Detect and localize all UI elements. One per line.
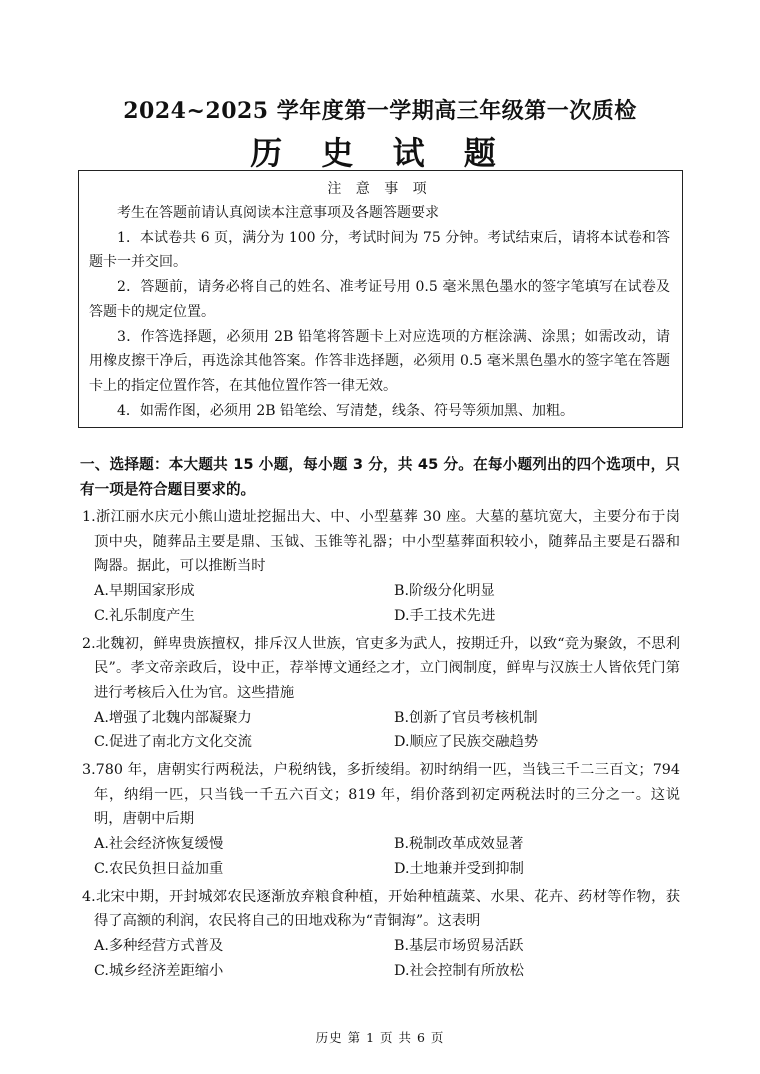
page-footer: 历史 第 1 页 共 6 页 — [315, 1030, 445, 1045]
option-b: B.基层市场贸易活跃 — [394, 937, 524, 954]
option-b: B.阶级分化明显 — [394, 583, 495, 600]
section-heading: 一、选择题：本大题共 15 小题，每小题 3 分，共 45 分。在每小题列出的四个选项中，只有一项是符合题目要求的。 — [80, 456, 680, 498]
option-b: B.创新了官员考核机制 — [394, 709, 538, 726]
subject-title: 历 史 试 题 — [250, 134, 510, 172]
option-b: B.税制改革成效显著 — [394, 836, 524, 853]
notice-line: 考生在答题前请认真阅读本注意事项及各题答题要求 — [117, 205, 439, 221]
option-a: A.社会经济恢复缓慢 — [94, 836, 224, 853]
option-c: C.礼乐制度产生 — [94, 607, 195, 624]
option-d: D.社会控制有所放松 — [394, 962, 524, 979]
option-a: A.多种经营方式普及 — [94, 937, 224, 954]
question-options — [82, 579, 680, 628]
option-a: A.早期国家形成 — [94, 583, 195, 600]
notice-box — [78, 170, 683, 428]
option-d: D.土地兼并受到抑制 — [394, 860, 524, 877]
option-c: C.促进了南北方文化交流 — [94, 734, 252, 751]
question-stem: 4.北宋中期，开封城郊农民逐渐放弃粮食种植，开始种植蔬菜、水果、花卉、药材等作物，获得了高额的利润，农民将自己的田地戏称为“青铜海”。这表明 — [82, 888, 680, 930]
question-options — [82, 832, 680, 881]
option-c: C.农民负担日益加重 — [94, 860, 224, 877]
question-1 — [82, 505, 680, 629]
question-4 — [82, 885, 680, 984]
notice-line: 3．作答选择题，必须用 2B 铅笔将答题卡上对应选项的方框涂满、涂黑；如需改动，请用橡皮擦干净后，再选涂其他答案。作答非选择题，必须用 0.5 毫米黑色墨水的签字笔在答题卡上的指定位置作答，在其他位置作答一律无效。 — [89, 328, 670, 394]
question-stem: 1.浙江丽水庆元小熊山遗址挖掘出大、中、小型墓葬 30 座。大墓的墓坑宽大，主要分布于岗顶中央，随葬品主要是鼎、玉钺、玉锥等礼器；中小型墓葬面积较小，随葬品主要是石器和陶器。据此，可以推断当时 — [82, 509, 680, 575]
option-d: D.手工技术先进 — [394, 607, 496, 624]
question-options — [82, 934, 680, 983]
question-section — [82, 452, 680, 983]
option-c: C.城乡经济差距缩小 — [94, 962, 224, 979]
question-3 — [82, 758, 680, 882]
question-stem: 2.北魏初，鲜卑贵族擅权，排斥汉人世族，官吏多为武人，按期迁升，以致“竞为聚敛，不思利民”。孝文帝亲政后，设中正，荐举博文通经之才，立门阀制度，鲜卑与汉族士人皆依凭门第进行考核后入仕为官。这些措施 — [82, 635, 680, 701]
notice-line: 2．答题前，请务必将自己的姓名、准考证号用 0.5 毫米黑色墨水的签字笔填写在试卷及答题卡的规定位置。 — [89, 279, 670, 320]
question-options — [82, 706, 680, 755]
option-d: D.顺应了民族交融趋势 — [394, 734, 539, 751]
notice-line: 1．本试卷共 6 页，满分为 100 分，考试时间为 75 分钟。考试结束后，请将本试卷和答题卡一并交回。 — [89, 229, 670, 271]
notice-heading: 注 意 事 项 — [327, 181, 432, 197]
question-2 — [82, 632, 680, 756]
notice-line: 4．如需作图，必须用 2B 铅笔绘、写清楚，线条、符号等须加黑、加粗。 — [117, 402, 575, 419]
exam-title: 2024~2025 学年度第一学期高三年级第一次质检 — [123, 98, 637, 124]
question-stem: 3.780 年，唐朝实行两税法，户税纳钱，多折绫绢。初时纳绢一匹，当钱三千二三百文；794 年，纳绢一匹，只当钱一千五六百文；819 年，绢价落到初定两税法时的三分之一。这说明，唐朝中后期 — [82, 762, 680, 828]
option-a: A.增强了北魏内部凝聚力 — [94, 709, 252, 726]
